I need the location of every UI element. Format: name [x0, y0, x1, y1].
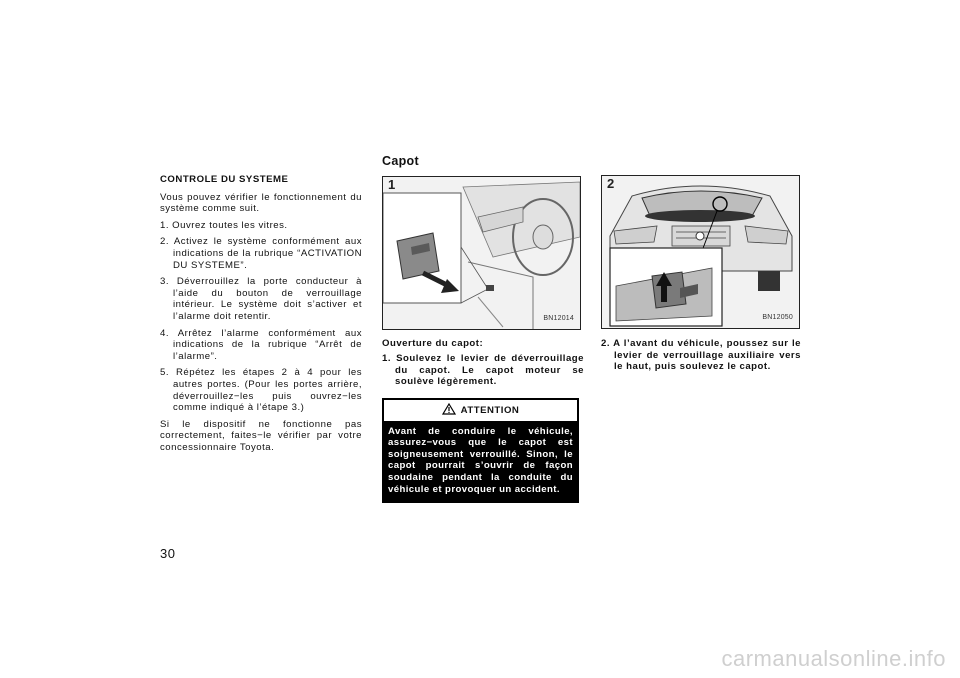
closing-paragraph: Si le dispositif ne fonctionne pas correctement, faites−le vérifier par votre concessionnaire Toyota. [160, 418, 362, 453]
middle-column [382, 156, 584, 503]
system-check-steps [160, 220, 362, 414]
figure-hood-release-lever [382, 176, 581, 330]
section-title: Capot [382, 154, 419, 168]
warning-header [384, 400, 577, 421]
figure-auxiliary-catch [601, 175, 800, 329]
list-item: 3. Déverrouillez la porte conducteur à l’aide du bouton de verrouillage intérieur. Le système doit s’activer et l’alarme doit retentir. [160, 276, 362, 322]
warning-text: Avant de conduire le véhicule, assurez−vous que le capot est soigneusement verrouillé. Sinon, le capot pourrait s’ouvrir de façon soudaine pendant la conduite du véhicule et provoquer un accident. [384, 421, 577, 502]
intro-paragraph: Vous pouvez vérifier le fonctionnement du système comme suit. [160, 191, 362, 215]
warning-title: ATTENTION [460, 404, 520, 416]
list-item: 1. Ouvrez toutes les vitres. [160, 219, 288, 231]
hood-step-2: 2. A l’avant du véhicule, poussez sur le levier de verrouillage auxiliaire vers le haut, puis soulevez le capot. [601, 338, 801, 373]
list-item: 5. Répétez les étapes 2 à 4 pour les autres portes. (Pour les portes arrière, déverrouillez−les puis ouvrez−les comme indiqué à l’étape 3.) [160, 367, 362, 414]
figure-number: 1 [388, 176, 396, 192]
right-column [601, 175, 801, 377]
hood-opening-caption: Ouverture du capot: [382, 337, 484, 349]
figure-code: BN12050 [762, 314, 793, 322]
auxiliary-catch-illustration [602, 176, 799, 328]
hood-step-1: 1. Soulevez le levier de déverrouillage du capot. Le capot moteur se soulève légèrement. [382, 353, 584, 388]
watermark: carmanualsonline.info [721, 646, 946, 671]
list-item: 4. Arrêtez l’alarme conformément aux indications de la rubrique “Arrêt de l’alarme”. [160, 327, 362, 362]
hood-release-illustration [383, 177, 580, 329]
left-column [160, 174, 362, 458]
warning-box [382, 398, 579, 503]
warning-triangle-icon [442, 403, 456, 419]
figure-number: 2 [607, 176, 615, 191]
figure-code: BN12014 [543, 315, 574, 322]
system-check-heading: CONTROLE DU SYSTEME [160, 174, 289, 185]
page-number: 30 [160, 546, 176, 561]
list-item: 2. Activez le système conformément aux indications de la rubrique “ACTIVATION DU SYSTEME”. [160, 236, 362, 271]
